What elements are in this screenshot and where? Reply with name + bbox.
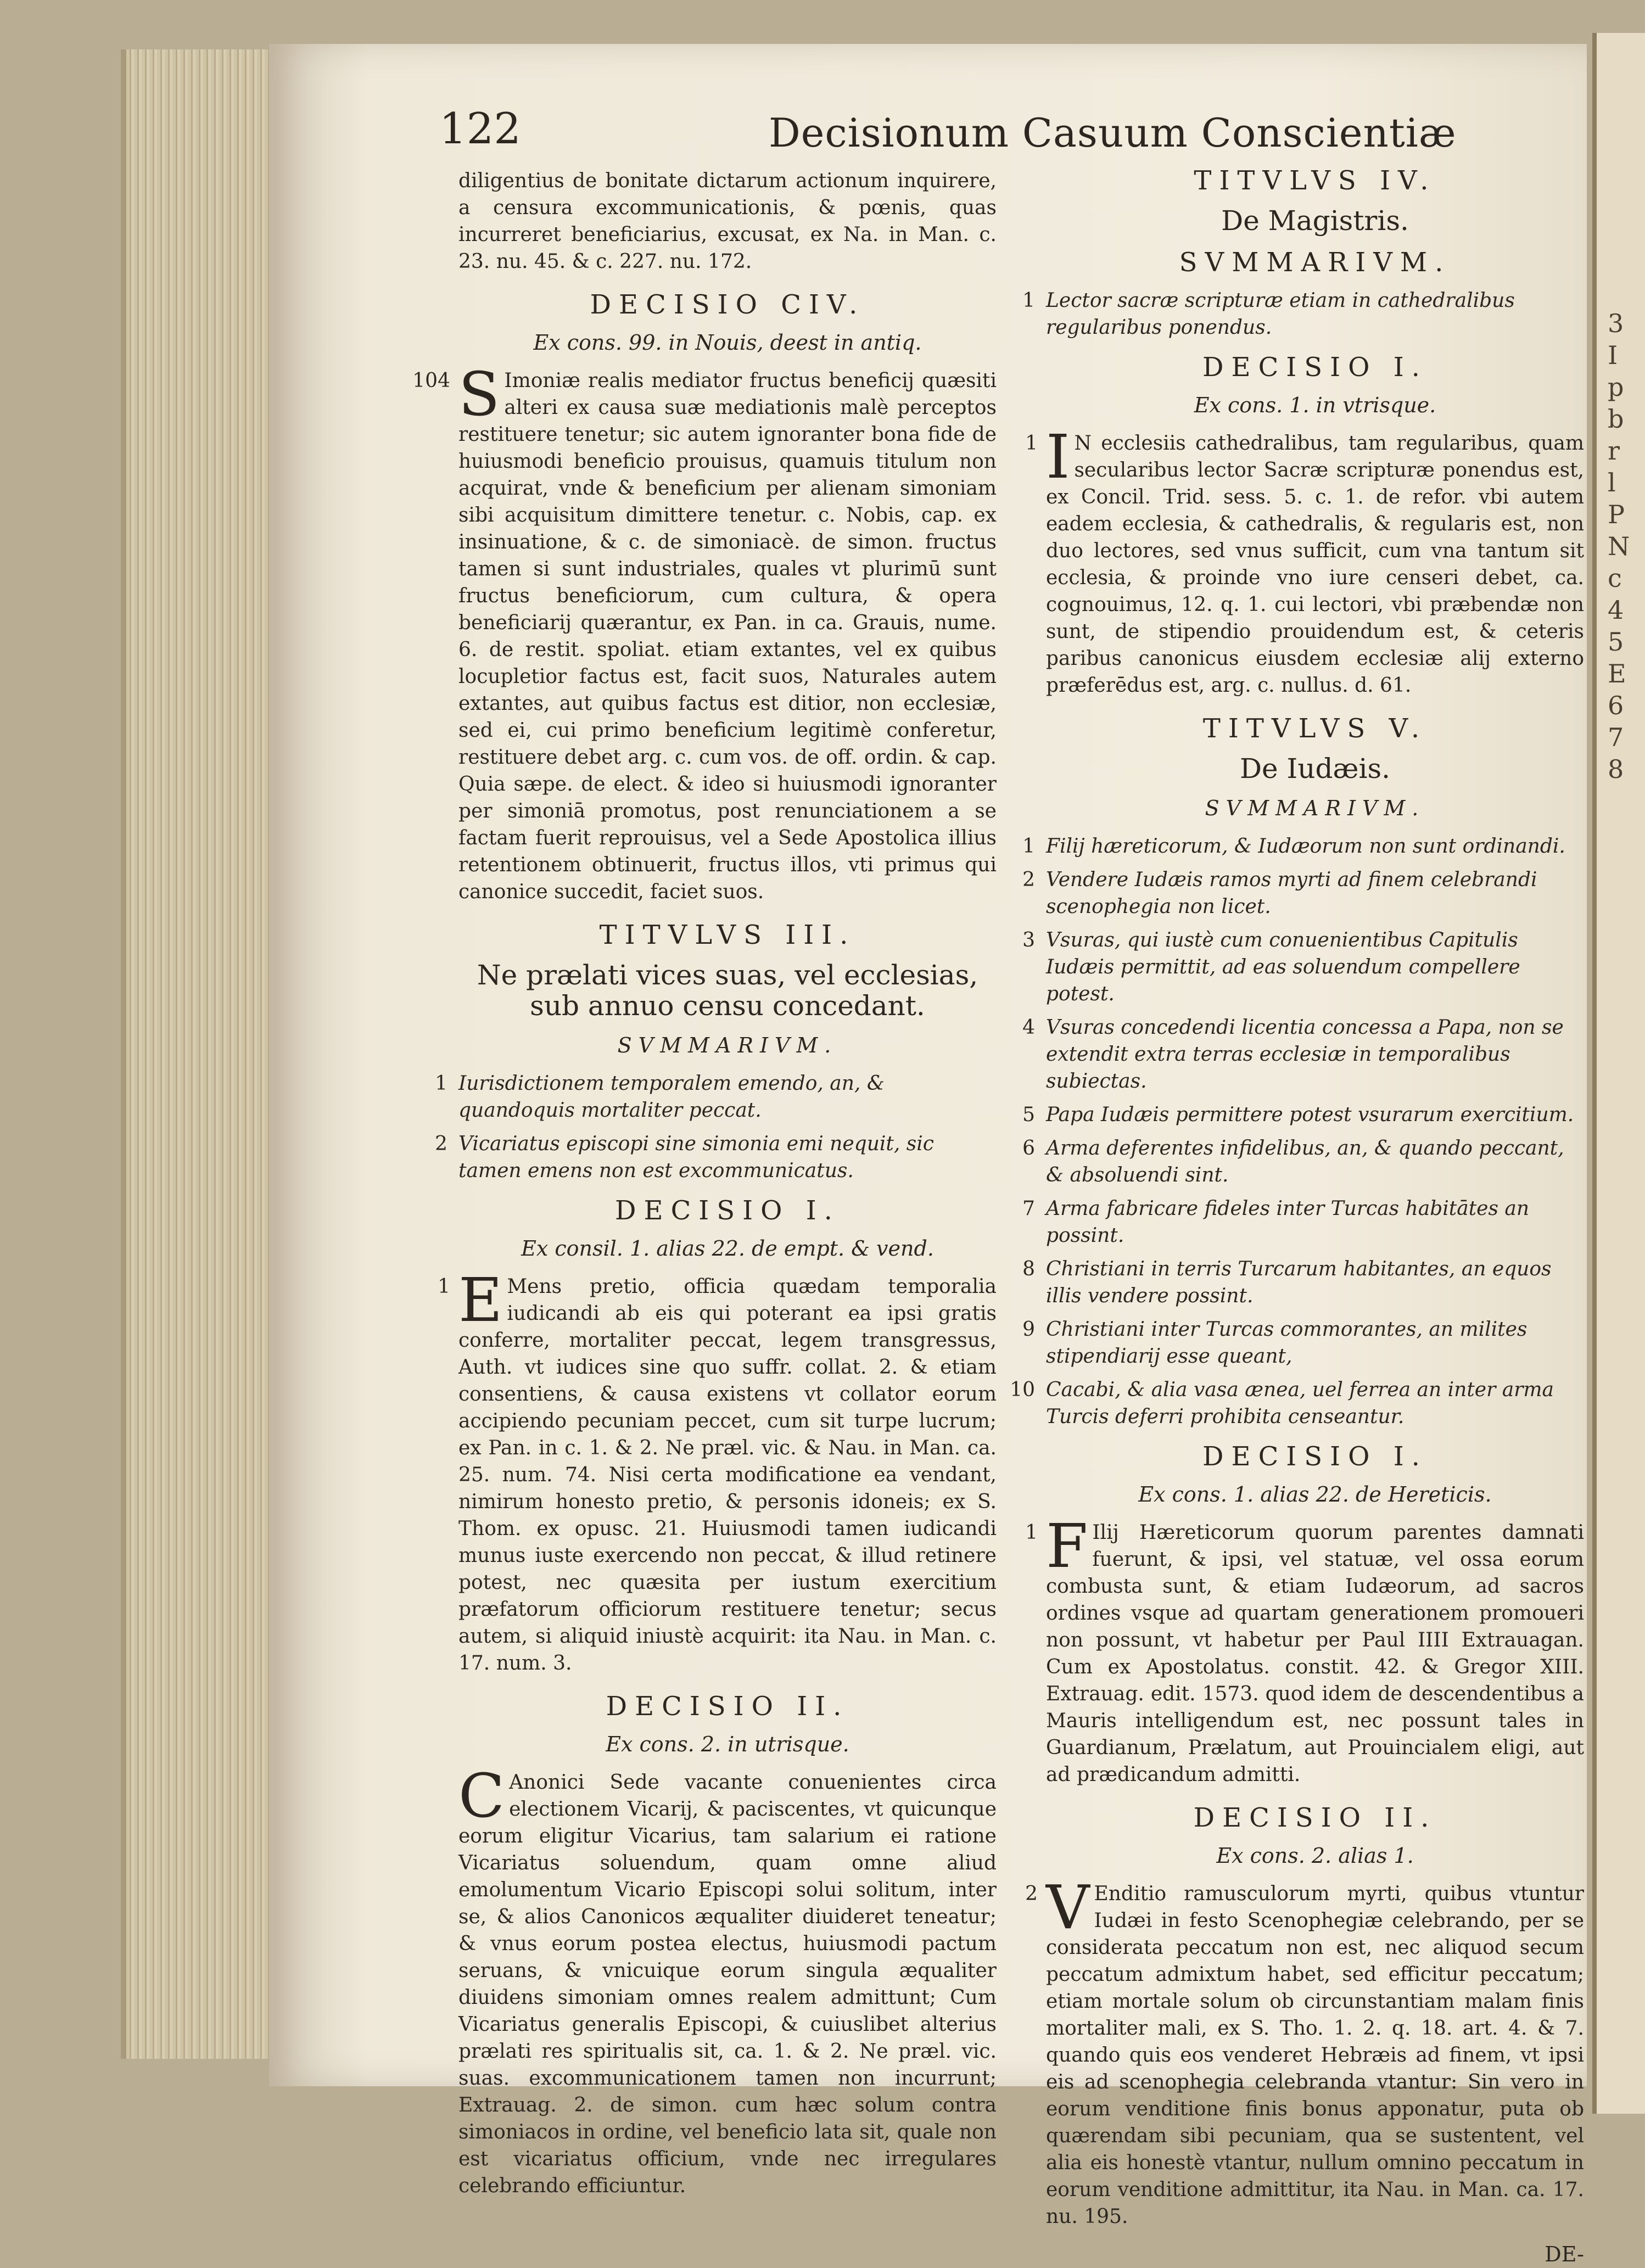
intro-paragraph: diligentius de bonitate dictarum actionum inquirere, a censura excommunicationis, & pœnis, quas incurreret beneficiarius, excusat, ex Na. in Man. c. 23. nu. 45. & c. 227. nu. 172. — [458, 170, 997, 273]
summary-number: 7 — [1022, 1197, 1035, 1220]
right-column — [1010, 165, 1584, 2268]
summary-item — [1022, 287, 1584, 341]
decisio-104-heading: DECISIO CIV. — [590, 289, 865, 320]
summary-item — [1022, 927, 1584, 1007]
summary-text: Arma deferentes infidelibus, an, & quando peccant, & absoluendi sint. — [1046, 1137, 1564, 1186]
frag: N — [1608, 531, 1630, 561]
decisio-1-text — [1025, 422, 1584, 699]
summary-item — [1022, 1195, 1584, 1249]
summary-text: Iurisdictionem temporalem emendo, an, & quandoquis mortaliter peccat. — [458, 1072, 885, 1122]
summarium-heading: SVMMARIVM. — [1205, 796, 1425, 820]
catchword: DE- — [1545, 2242, 1584, 2266]
page-number: 122 — [439, 104, 521, 154]
margin-number: 1 — [1025, 432, 1038, 455]
margin-number: 2 — [1025, 1883, 1038, 1905]
decisio-2-text — [458, 1761, 997, 2199]
titulus-3-title: Ne prælati vices suas, vel ecclesias, sub annuo censu concedant. — [477, 959, 978, 1022]
running-title: Decisionum Casuum Conscientiæ — [769, 110, 1457, 156]
frag: 5 — [1608, 627, 1624, 657]
summary-text: Arma fabricare fideles inter Turcas habitātes an possint. — [1046, 1197, 1530, 1247]
summary-item — [1010, 1376, 1584, 1430]
summarium-list — [435, 1070, 997, 1184]
summary-text: Christiani inter Turcas commorantes, an milites stipendiarij esse queant, — [1046, 1318, 1528, 1368]
summarium-heading: SVMMARIVM. — [617, 1033, 838, 1057]
summary-text: Vendere Iudæis ramos myrti ad finem celebrandi scenophegia non licet. — [1046, 869, 1537, 918]
decisio-1-heading: DECISIO I. — [1202, 1441, 1428, 1472]
summary-item — [1022, 1014, 1584, 1095]
frag: c — [1608, 563, 1622, 593]
summary-item — [435, 1070, 997, 1124]
decisio-1-text — [1025, 1511, 1584, 1788]
summary-number: 2 — [435, 1133, 447, 1155]
margin-number: 1 — [438, 1275, 450, 1298]
summary-text: Vsuras concedendi licentia concessa a Papa, non se extendit extra terras ecclesiæ in temporalibus subiectas. — [1046, 1016, 1564, 1093]
summary-item — [435, 1130, 997, 1184]
titulus-4-title: De Magistris. — [1221, 205, 1409, 237]
decisio-104-text — [412, 359, 997, 905]
left-column — [412, 167, 997, 2216]
summary-item — [1022, 1101, 1584, 1128]
frag: l — [1608, 468, 1616, 497]
drop-cap: C — [458, 1761, 505, 1831]
decisio-1-source: Ex cons. 1. alias 22. de Hereticis. — [1138, 1482, 1492, 1507]
decisio-2-source: Ex cons. 2. alias 1. — [1216, 1844, 1414, 1868]
summary-number: 1 — [1022, 289, 1035, 312]
summary-text: Christiani in terris Turcarum habitantes, an equos illis vendere possint. — [1046, 1258, 1552, 1307]
margin-number: 104 — [412, 369, 450, 392]
summary-text: Cacabi, & alia vasa ænea, uel ferrea an inter arma Turcis deferri prohibita censeantur. — [1046, 1379, 1554, 1428]
summary-item — [1022, 1135, 1584, 1189]
frag: p — [1608, 372, 1624, 402]
frag: b — [1608, 404, 1624, 434]
facing-page-edge — [1592, 33, 1645, 2114]
drop-cap: S — [458, 359, 500, 429]
summarium-heading: SVMMARIVM. — [1179, 247, 1451, 278]
summary-number: 2 — [1022, 869, 1035, 891]
margin-number: 1 — [1025, 1521, 1038, 1544]
summary-item — [1022, 1256, 1584, 1309]
summary-text: Vsuras, qui iustè cum conuenientibus Capitulis Iudæis permittit, ad eas soluendum compellere potest. — [1046, 929, 1520, 1005]
frag: 8 — [1608, 754, 1624, 784]
titulus-5-heading: TITVLVS V. — [1202, 713, 1428, 744]
frag: 6 — [1608, 691, 1624, 720]
summary-number: 10 — [1010, 1379, 1035, 1401]
decisio-104-source: Ex cons. 99. in Nouis, deest in antiq. — [533, 331, 922, 355]
summarium-list — [1022, 287, 1584, 341]
frag: 4 — [1608, 595, 1624, 625]
titulus-4-heading: TITVLVS IV. — [1194, 165, 1436, 196]
frag: P — [1608, 500, 1625, 529]
paragraph-body: Enditio ramusculorum myrti, quibus vtuntur Iudæi in festo Scenophegiæ celebrando, per se considerata peccatum non est, nec aliquod secum peccatum admixtum habet, sed efficitur peccatum; etiam mortale solum ob circunstantiam malam finis mortaliter mali, ex S. Tho. 1. 2. q. 18. art. 4. & 7. quando quis eos venderet Hebræis ad finem, vt ipsi eis ad scenophegia celebranda vtantur: Sin vero in eorum venditione finis bonus apponatur, puta ob quærendam sibi pecuniam, qua se sustentent, vel alia eis honestè vtantur, nullum omnino peccatum in eorum venditione admittitur, ita Nau. in Man. ca. 17. nu. 195. — [1046, 1883, 1584, 2228]
summary-number: 1 — [435, 1072, 447, 1095]
frag: E — [1608, 659, 1626, 688]
summarium-list — [1010, 833, 1584, 1430]
summary-item — [1022, 866, 1584, 920]
summary-text: Papa Iudæis permittere potest vsurarum exercitium. — [1046, 1104, 1574, 1126]
paragraph-body: N ecclesiis cathedralibus, tam regularibus, quam secularibus lector Sacræ scripturæ ponendus est, ex Concil. Trid. sess. 5. c. 1. de refor. vbi autem eadem ecclesia, & cathedralis, & regularis est, non duo lectores, sed vnus sufficit, cum vna tantum sit ecclesia, & proinde vno iure censeri debet, ca. cognouimus, 12. q. 1. cui lectori, vbi præbendæ non sunt, de stipendio prouidendum est, & ceteris paribus canonicus eiusdem ecclesiæ alij externo præferēdus est, arg. c. nullus. d. 61. — [1046, 432, 1584, 697]
summary-number: 9 — [1022, 1318, 1035, 1341]
decisio-2-heading: DECISIO II. — [1193, 1802, 1437, 1833]
decisio-2-heading: DECISIO II. — [606, 1691, 849, 1722]
decisio-1-heading: DECISIO I. — [1202, 352, 1428, 383]
titulus-5-title: De Iudæis. — [1239, 753, 1391, 785]
paragraph-body: Anonici Sede vacante conuenientes circa electionem Vicarij, & paciscentes, vt quicunque eorum eligitur Vicarius, tam salarium ei ratione Vicariatus soluendum, quam omne aliud emolumentum Vicario Episcopi solui solitum, inter se, & alios Canonicos æqualiter diuideret teneatur; & vnus eorum postea electus, huiusmodi pactum seruans, & vnicuique eorum singula æqualiter diuidens simoniam omnes realem admittunt; Cum Vicariatus generalis Episcopi, & cuiuslibet alterius prælati res spiritualis sit, ca. 1. & 2. Ne præl. vic. suas. excommunicationem tamen non incurrunt; Extrauag. 2. de simon. cum hæc solum contra simoniacos in ordine, vel beneficio lata sit, quale non est vicariatus officium, vnde nec irregulares celebrando efficiuntur. — [458, 1771, 997, 2197]
decisio-2-source: Ex cons. 2. in utrisque. — [606, 1732, 849, 1756]
frag: I — [1608, 340, 1618, 370]
summary-number: 1 — [1022, 835, 1035, 858]
drop-cap: V — [1046, 1872, 1090, 1942]
summary-number: 4 — [1022, 1016, 1035, 1039]
facing-page-fragments — [1608, 307, 1630, 785]
summary-text: Filij hæreticorum, & Iudæorum non sunt ordinandi. — [1046, 835, 1565, 858]
decisio-1-source: Ex consil. 1. alias 22. de empt. & vend. — [521, 1236, 934, 1261]
decisio-1-heading: DECISIO I. — [615, 1195, 840, 1226]
summary-number: 5 — [1022, 1104, 1035, 1126]
summary-number: 8 — [1022, 1258, 1035, 1280]
frag: 3 — [1608, 309, 1624, 338]
summary-text: Vicariatus episcopi sine simonia emi nequit, sic tamen emens non est excommunicatus. — [458, 1133, 934, 1182]
decisio-1-source: Ex cons. 1. in vtrisque. — [1194, 393, 1436, 417]
frag: 7 — [1608, 723, 1624, 752]
paragraph-body: Mens pretio, officia quædam temporalia iudicandi ab eis qui poterant ea ipsi gratis conferre, mortaliter peccat, legem transgressus, Auth. vt iudices sine quo suffr. collat. 2. & etiam consentiens, & causa existens vt collator eorum accipiendo pecuniam peccet, cum sit turpe lucrum; ex Pan. in c. 1. & 2. Ne præl. vic. & Nau. in Man. ca. 25. num. 74. Nisi certa modificatione ea vendant, nimirum honesto pretio, & personis idoneis; ex S. Thom. ex opusc. 21. Huiusmodi tamen iudicandi munus iuste exercendo non peccat, & illud retinere potest, nec quæsita per iustum exercitium præfatorum officiorum restituere tenetur; secus autem, si aliquid iniustè acquirit: ita Nau. in Man. c. 17. num. 3. — [458, 1275, 997, 1675]
decisio-2-text — [1025, 1872, 1584, 2230]
drop-cap: I — [1046, 422, 1070, 492]
summary-text: Lector sacræ scripturæ etiam in cathedralibus regularibus ponendus. — [1046, 289, 1515, 339]
summary-number: 3 — [1022, 929, 1035, 951]
titulus-3-heading: TITVLVS III. — [599, 920, 856, 950]
summary-number: 6 — [1022, 1137, 1035, 1160]
book-fore-edge — [121, 49, 286, 2059]
running-head — [439, 104, 1537, 170]
frag: r — [1608, 436, 1620, 466]
paragraph-body: Imoniæ realis mediator fructus beneficij quæsiti alteri ex causa suæ mediationis malè perceptos restituere tenetur; sic autem ignoranter bona fide de huiusmodi beneficio prouisus, quamuis titulum non acquirat, vnde & beneficium per alienam simoniam sibi acquisitum dimittere tenetur. c. Nobis, cap. ex insinuatione, & c. de simoniacè. de simon. fructus tamen si sunt industriales, quales vt plurimū sunt fructus beneficiorum, cum cultura, & opera beneficiarij quærantur, ex Pan. in ca. Grauis, nume. 6. de restit. spoliat. etiam extantes, vel ex quibus locupletior factus est, facit suos, Naturales autem extantes, aut quibus factus est ditior, non ecclesiæ, sed ei, cui primo beneficium legitimè conferetur, restituere debet arg. c. cum vos. de off. ordin. & cap. Quia sæpe. de elect. & ideo si huiusmodi ignoranter per simoniā promotus, post renunciationem a se factam fuerit reprouisus, vel a Sede Apostolica illius retentionem obtinuerit, fructus illos, vti primus qui canonice succedit, faciet suos. — [458, 369, 997, 903]
decisio-1-text — [438, 1265, 997, 1677]
summary-item — [1022, 1316, 1584, 1370]
drop-cap: F — [1046, 1511, 1088, 1581]
drop-cap: E — [458, 1265, 503, 1335]
summary-item — [1022, 833, 1584, 860]
paragraph-body: Ilij Hæreticorum quorum parentes damnati fuerunt, & ipsi, vel statuæ, vel ossa eorum combusta sunt, & etiam Iudæorum, ad sacros ordines vsque ad quartam generationem promoueri non possunt, vt habetur per Paul IIII Extrauagan. Cum ex Apostolatus. constit. 42. & Gregor XIII. Extrauag. edit. 1573. quod idem de descendentibus a Mauris intelligendum est, nec possunt tales in Guardianum, Prælatum, aut Prouincialem eligi, aut ad prædicandum admitti. — [1046, 1521, 1584, 1786]
